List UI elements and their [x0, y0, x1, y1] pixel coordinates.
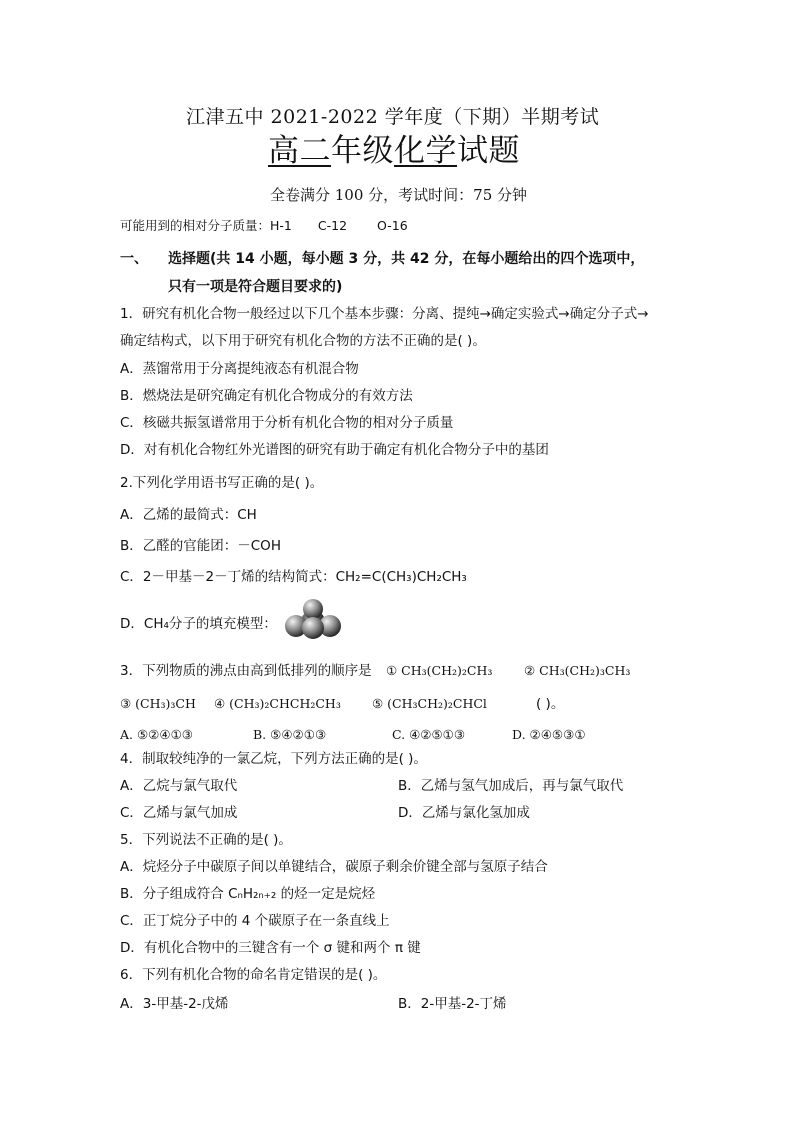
- compound: ④ (CH₃)₂CHCH₂CH₃: [214, 696, 341, 711]
- question-stem: 确定结构式，以下用于研究有机化合物的方法不正确的是( )。: [120, 333, 486, 349]
- title-part: 年级: [331, 133, 394, 169]
- question-stem: 1．研究有机化合物一般经过以下几个基本步骤：分离、提纯→确定实验式→确定分子式→: [120, 306, 649, 322]
- compound: ③ (CH₃)₃CH: [120, 696, 196, 711]
- answer-blank: ( )。: [536, 696, 565, 712]
- atomic-mass: C-12: [317, 218, 348, 233]
- option: [120, 568, 467, 586]
- chemical-formula: CₙH₂ₙ₊₂: [228, 886, 277, 902]
- title-part: 高: [268, 133, 300, 169]
- atomic-masses-label: 可能用到的相对分子质量：: [120, 218, 271, 233]
- section-heading-cont: 只有一项是符合题目要求的): [168, 279, 343, 295]
- option: D．有机化合物中的三键含有一个 σ 键和两个 π 键: [120, 940, 421, 956]
- atomic-masses: [120, 217, 408, 235]
- option: A．3-甲基-2-戊烯: [120, 996, 229, 1012]
- section-number: 一、: [120, 251, 148, 267]
- question-stem: 6．下列有机化合物的命名肯定错误的是( )。: [120, 967, 387, 983]
- option: D．对有机化合物红外光谱图的研究有助于确定有机化合物分子中的基团: [120, 442, 549, 458]
- compound: ⑤ (CH₃CH₂)₂CHCl: [372, 696, 487, 711]
- option-text: 的烃一定是烷烃: [276, 886, 376, 902]
- compound: ② CH₃(CH₂)₃CH₃: [524, 663, 631, 678]
- question-stem: 4．制取较纯净的一氯乙烷，下列方法正确的是( )。: [120, 751, 427, 767]
- option: C．正丁烷分子中的 4 个碳原子在一条直线上: [120, 913, 390, 929]
- option: A．烷烃分子中碳原子间以单键结合，碳原子剩余价键全部与氢原子结合: [120, 859, 548, 875]
- question-stem: 5．下列说法不正确的是( )。: [120, 832, 292, 848]
- option: A. ⑤②④①③: [120, 727, 194, 742]
- exam-subtitle: 全卷满分 100 分，考试时间：75 分钟: [270, 186, 528, 204]
- title-part: 二: [299, 133, 331, 169]
- option: [120, 885, 375, 903]
- exam-header: 江津五中 2021-2022 学年度（下期）半期考试: [186, 106, 600, 128]
- option: D．乙烯与氯化氢加成: [398, 805, 530, 821]
- option: A．乙烯的最简式：CH: [120, 507, 257, 523]
- option: A．乙烷与氯气取代: [120, 778, 238, 794]
- option: C. ④②⑤①③: [392, 727, 466, 742]
- chemical-formula: CH₂=C(CH₃)CH₂CH₃: [335, 569, 467, 585]
- atomic-mass: H-1: [270, 218, 292, 233]
- option: C．乙烯与氯气加成: [120, 805, 238, 821]
- title-part: 化学: [394, 133, 457, 169]
- question-stem: 2.下列化学用语书写正确的是( )。: [120, 475, 324, 491]
- page-title: [268, 133, 520, 169]
- option-text: C．2－甲基－2－丁烯的结构简式：: [120, 569, 336, 585]
- atomic-mass: O-16: [377, 218, 408, 233]
- option: D. ②④⑤③①: [512, 727, 586, 742]
- option: B. ⑤④②①③: [253, 727, 327, 742]
- compound: ① CH₃(CH₂)₂CH₃: [386, 663, 493, 678]
- methane-space-filling-model-icon: [283, 598, 343, 640]
- option: B．乙烯与氢气加成后，再与氯气取代: [398, 778, 624, 794]
- option: B．燃烧法是研究确定有机化合物成分的有效方法: [120, 388, 413, 404]
- option: A．蒸馏常用于分离提纯液态有机混合物: [120, 361, 359, 377]
- option: B．乙醛的官能团：－COH: [120, 538, 281, 554]
- section-heading: 选择题(共 14 小题，每小题 3 分，共 42 分，在每小题给出的四个选项中，: [168, 251, 645, 267]
- option: B．2-甲基-2-丁烯: [398, 996, 507, 1012]
- title-part: 试题: [457, 133, 520, 169]
- question-stem: 3．下列物质的沸点由高到低排列的顺序是: [120, 663, 372, 679]
- option: D．CH₄分子的填充模型：: [120, 616, 277, 632]
- option: C．核磁共振氢谱常用于分析有机化合物的相对分子质量: [120, 415, 454, 431]
- option-text: B．分子组成符合: [120, 886, 229, 902]
